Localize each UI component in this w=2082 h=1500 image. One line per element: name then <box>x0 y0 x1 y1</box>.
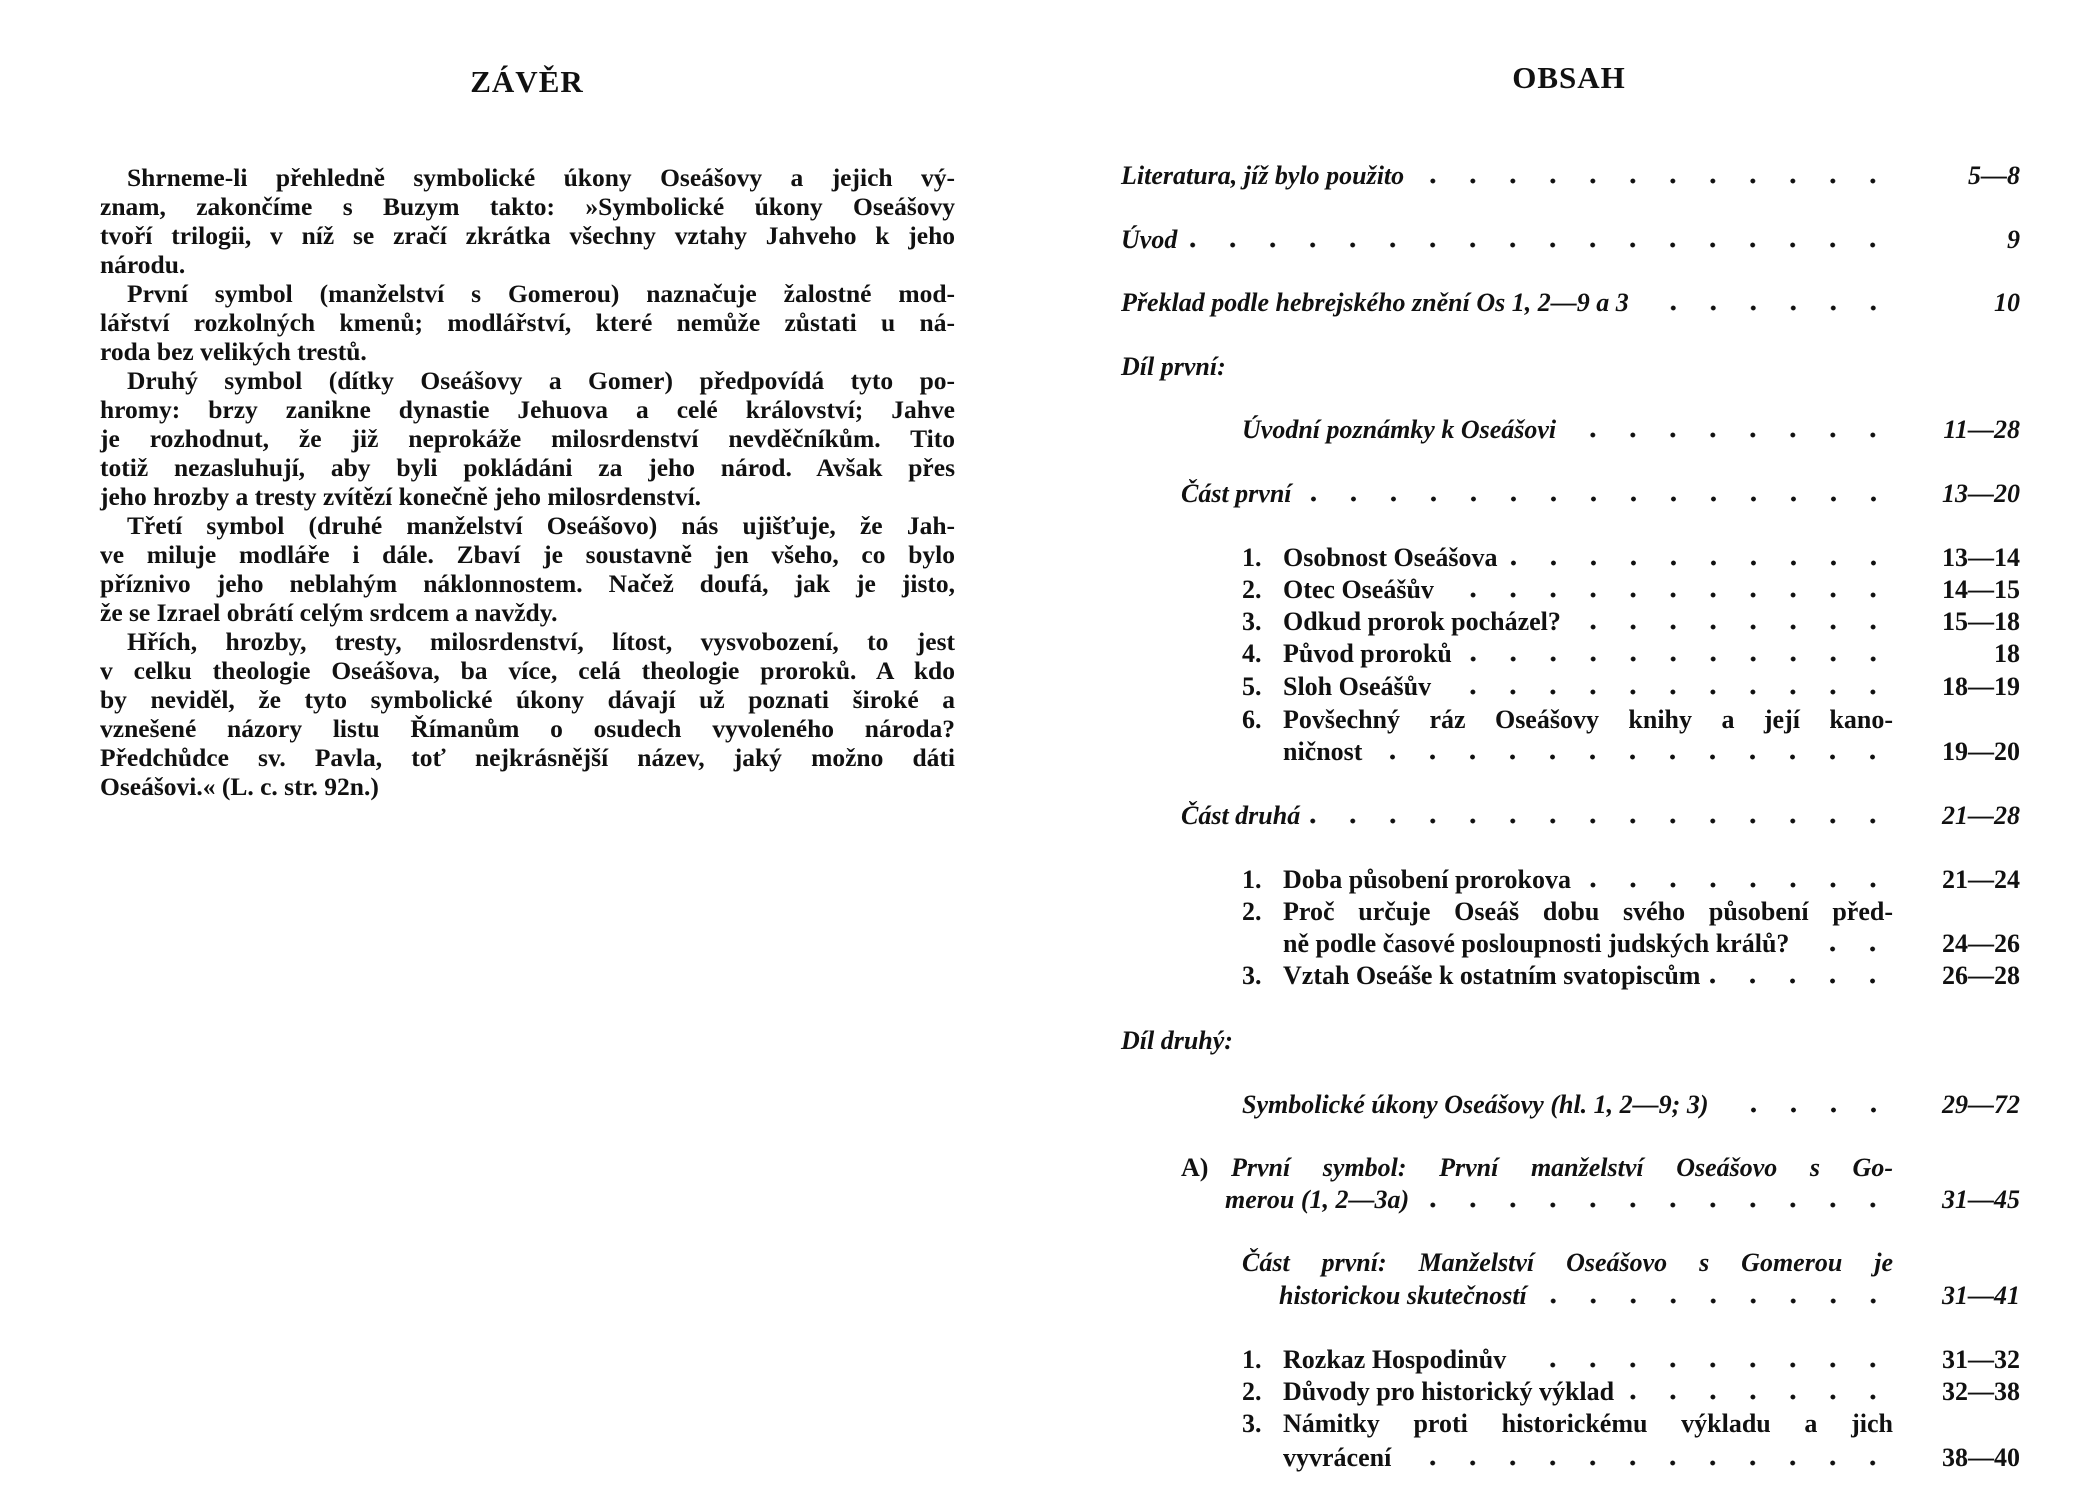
paragraph-line: že se Izrael obrátí celým srdcem a navždy. <box>100 598 558 627</box>
toc-entry-line <box>1283 1443 1893 1473</box>
paragraph-line: v celku theologie Oseášova, ba více, celá theologie proroků. A kdo <box>100 656 955 685</box>
toc-entry-line <box>1283 705 1893 735</box>
toc-page-range: 21—28 <box>1942 801 2020 830</box>
dot-leader <box>1302 496 1893 502</box>
dot-leader <box>1441 689 1893 695</box>
page-title-zaver: ZÁVĚR <box>470 64 584 99</box>
toc-entry-title: Doba působení prorokova <box>1283 865 1572 894</box>
dot-leader <box>1414 178 1893 184</box>
dot-leader <box>1571 624 1893 630</box>
dot-leader <box>1516 1362 1893 1368</box>
paragraph-line: by neviděl, že tyto symbolické úkony dávají už poznati široké a <box>100 685 955 714</box>
toc-entry-title: Osobnost Oseášova <box>1283 543 1498 572</box>
toc-page-range: 26—28 <box>1942 961 2020 990</box>
page-title-obsah: OBSAH <box>1512 60 1626 95</box>
dot-leader <box>1187 242 1893 248</box>
toc-entry-number: 6. <box>1242 705 1262 734</box>
toc-entry-title: Literatura, jíž bylo použito <box>1121 161 1405 190</box>
toc-entry-title: První symbol: První manželství Oseášovo s Go- <box>1231 1153 1893 1182</box>
toc-entry-number: 2. <box>1242 575 1262 604</box>
toc-entry-line <box>1121 1026 1893 1056</box>
paragraph-line: národu. <box>100 250 186 279</box>
toc-entry-line <box>1283 961 1893 991</box>
dot-leader <box>1419 1202 1893 1208</box>
toc-entry-title: Sloh Oseášův <box>1283 672 1432 701</box>
toc-entry-line <box>1181 801 1893 831</box>
dot-leader <box>1372 754 1893 760</box>
dot-leader <box>1401 1460 1893 1466</box>
toc-entry-number: 3. <box>1242 961 1262 990</box>
paragraph-line: totiž nezasluhují, aby byli pokládáni za jeho národ. Avšak přes <box>100 453 955 482</box>
toc-entry-title: Námitky proti historickému výkladu a jich <box>1283 1409 1893 1438</box>
toc-entry-number: 1. <box>1242 1345 1262 1374</box>
toc-entry-number: 2. <box>1242 897 1262 926</box>
toc-entry-line <box>1283 737 1893 767</box>
paragraph-line: je rozhodnut, že již neprokáže milosrdenství nevděčníkům. Tito <box>100 424 955 453</box>
toc-page-range: 14—15 <box>1942 575 2020 604</box>
paragraph-line: vznešené názory listu Římanům o osudech vyvoleného národa? <box>100 714 955 743</box>
paragraph-line: Shrneme-li přehledně symbolické úkony Oseášovy a jejich vý- <box>127 163 955 192</box>
dot-leader <box>1624 1394 1893 1400</box>
toc-entry-title: historickou skutečností <box>1279 1281 1527 1310</box>
toc-entry-title: Úvod <box>1121 225 1178 254</box>
toc-entry-line <box>1121 161 1893 191</box>
paragraph-line: První symbol (manželství s Gomerou) naznačuje žalostné mod- <box>127 279 955 308</box>
toc-page-range: 9 <box>2007 225 2020 254</box>
paragraph-line: znam, zakončíme s Buzym takto: »Symbolické úkony Oseášovy <box>100 192 955 221</box>
toc-entry-number: A) <box>1181 1153 1209 1182</box>
toc-entry-line <box>1283 865 1893 895</box>
paragraph-line: hromy: brzy zanikne dynastie Jehuova a celé království; Jahve <box>100 395 955 424</box>
toc-page-range: 29—72 <box>1942 1090 2020 1119</box>
dot-leader <box>1310 818 1893 824</box>
toc-page-range: 18—19 <box>1942 672 2020 701</box>
toc-entry-line <box>1121 288 1893 318</box>
toc-entry-title: Symbolické úkony Oseášovy (hl. 1, 2—9; 3) <box>1242 1090 1709 1119</box>
dot-leader <box>1581 882 1893 888</box>
dot-leader <box>1508 560 1893 566</box>
toc-entry-line <box>1283 1377 1893 1407</box>
paragraph-line: Hřích, hrozby, tresty, milosrdenství, lítost, vysvobození, to jest <box>127 627 955 656</box>
paragraph-line: roda bez velikých trestů. <box>100 337 367 366</box>
toc-page-range: 10 <box>1994 288 2020 317</box>
toc-page-range: 21—24 <box>1942 865 2020 894</box>
toc-entry-line <box>1283 639 1893 669</box>
toc-entry-title: Původ proroků <box>1283 639 1452 668</box>
paragraph-line: příznivo jeho neblahým náklonnostem. Načež doufá, jak je jisto, <box>100 569 955 598</box>
toc-entry-title: Rozkaz Hospodinův <box>1283 1345 1507 1374</box>
toc-entry-number: 3. <box>1242 607 1262 636</box>
toc-page-range: 13—20 <box>1942 479 2020 508</box>
toc-entry-number: 2. <box>1242 1377 1262 1406</box>
dot-leader <box>1537 1298 1893 1304</box>
toc-entry-line <box>1231 1153 1893 1183</box>
toc-entry-number: 3. <box>1242 1409 1262 1438</box>
toc-page-range: 24—26 <box>1942 929 2020 958</box>
dot-leader <box>1462 656 1893 662</box>
toc-entry-title: ně podle časové posloupnosti judských králů? <box>1283 929 1790 958</box>
paragraph-line: tvoří trilogii, v níž se zračí zkrátka všechny vztahy Jahveho k jeho <box>100 221 955 250</box>
toc-entry-title: vyvrácení <box>1283 1443 1392 1472</box>
toc-page-range: 31—32 <box>1942 1345 2020 1374</box>
toc-entry-line <box>1181 479 1893 509</box>
toc-entry-line <box>1283 1409 1893 1439</box>
toc-entry-line <box>1121 225 1893 255</box>
toc-entry-line <box>1283 575 1893 605</box>
toc-entry-title: Část první: Manželství Oseášovo s Gomerou je <box>1242 1248 1893 1277</box>
toc-page-range: 5—8 <box>1968 161 2020 190</box>
dot-leader <box>1799 946 1893 952</box>
toc-entry-number: 4. <box>1242 639 1262 668</box>
toc-page-range: 31—41 <box>1942 1281 2020 1310</box>
paragraph-line: Druhý symbol (dítky Oseášovy a Gomer) předpovídá tyto po- <box>127 366 955 395</box>
toc-entry-title: Povšechný ráz Oseášovy knihy a její kano- <box>1283 705 1893 734</box>
toc-entry-line <box>1242 1090 1893 1120</box>
toc-entry-title: Důvody pro historický výklad <box>1283 1377 1615 1406</box>
toc-entry-number: 1. <box>1242 865 1262 894</box>
dot-leader <box>1566 432 1893 438</box>
toc-entry-title: Úvodní poznámky k Oseášovi <box>1242 415 1557 444</box>
toc-page-range: 31—45 <box>1942 1185 2020 1214</box>
dot-leader <box>1710 978 1893 984</box>
paragraph-line: jeho hrozby a tresty zvítězí konečně jeho milosrdenství. <box>100 482 702 511</box>
toc-entry-title: Díl druhý: <box>1121 1026 1233 1055</box>
toc-entry-title: Vztah Oseáše k ostatním svatopiscům <box>1283 961 1701 990</box>
paragraph-line: ve miluje modláře i dále. Zbaví je soustavně jen všeho, co bylo <box>100 540 955 569</box>
toc-page-range: 13—14 <box>1942 543 2020 572</box>
toc-entry-line <box>1225 1185 1893 1215</box>
dot-leader <box>1444 592 1893 598</box>
toc-entry-title: Část první <box>1181 479 1292 508</box>
dot-leader <box>1639 305 1893 311</box>
toc-page-range: 19—20 <box>1942 737 2020 766</box>
toc-entry-line <box>1283 929 1893 959</box>
toc-page-range: 11—28 <box>1943 415 2020 444</box>
toc-entry-title: Část druhá <box>1181 801 1301 830</box>
paragraph-line: Třetí symbol (druhé manželství Oseášovo) nás ujišťuje, že Jah- <box>127 511 955 540</box>
paragraph-line: Oseášovi.« (L. c. str. 92n.) <box>100 772 379 801</box>
toc-entry-title: merou (1, 2—3a) <box>1225 1185 1410 1214</box>
toc-entry-line <box>1121 352 1893 382</box>
toc-page-range: 18 <box>1994 639 2020 668</box>
toc-entry-line <box>1283 672 1893 702</box>
toc-entry-title: Otec Oseášův <box>1283 575 1434 604</box>
toc-entry-line <box>1283 607 1893 637</box>
toc-entry-line <box>1283 897 1893 927</box>
toc-page-range: 38—40 <box>1942 1443 2020 1472</box>
toc-entry-title: Překlad podle hebrejského znění Os 1, 2—9 a 3 <box>1121 288 1629 317</box>
toc-page-range: 32—38 <box>1942 1377 2020 1406</box>
toc-entry-line <box>1283 543 1893 573</box>
dot-leader <box>1719 1107 1893 1113</box>
toc-entry-line <box>1283 1345 1893 1375</box>
toc-entry-title: Proč určuje Oseáš dobu svého působení před- <box>1283 897 1893 926</box>
toc-entry-number: 5. <box>1242 672 1262 701</box>
toc-entry-number: 1. <box>1242 543 1262 572</box>
toc-entry-line <box>1279 1281 1893 1311</box>
paragraph-line: lářství rozkolných kmenů; modlářství, které nemůže zůstati u ná- <box>100 308 955 337</box>
toc-entry-title: Díl první: <box>1121 352 1226 381</box>
paragraph-line: Předchůdce sv. Pavla, toť nejkrásnější název, jaký možno dáti <box>100 743 955 772</box>
toc-page-range: 15—18 <box>1942 607 2020 636</box>
toc-entry-title: Odkud prorok pocházel? <box>1283 607 1561 636</box>
toc-entry-line <box>1242 415 1893 445</box>
toc-entry-line <box>1242 1248 1893 1278</box>
toc-entry-title: ničnost <box>1283 737 1363 766</box>
